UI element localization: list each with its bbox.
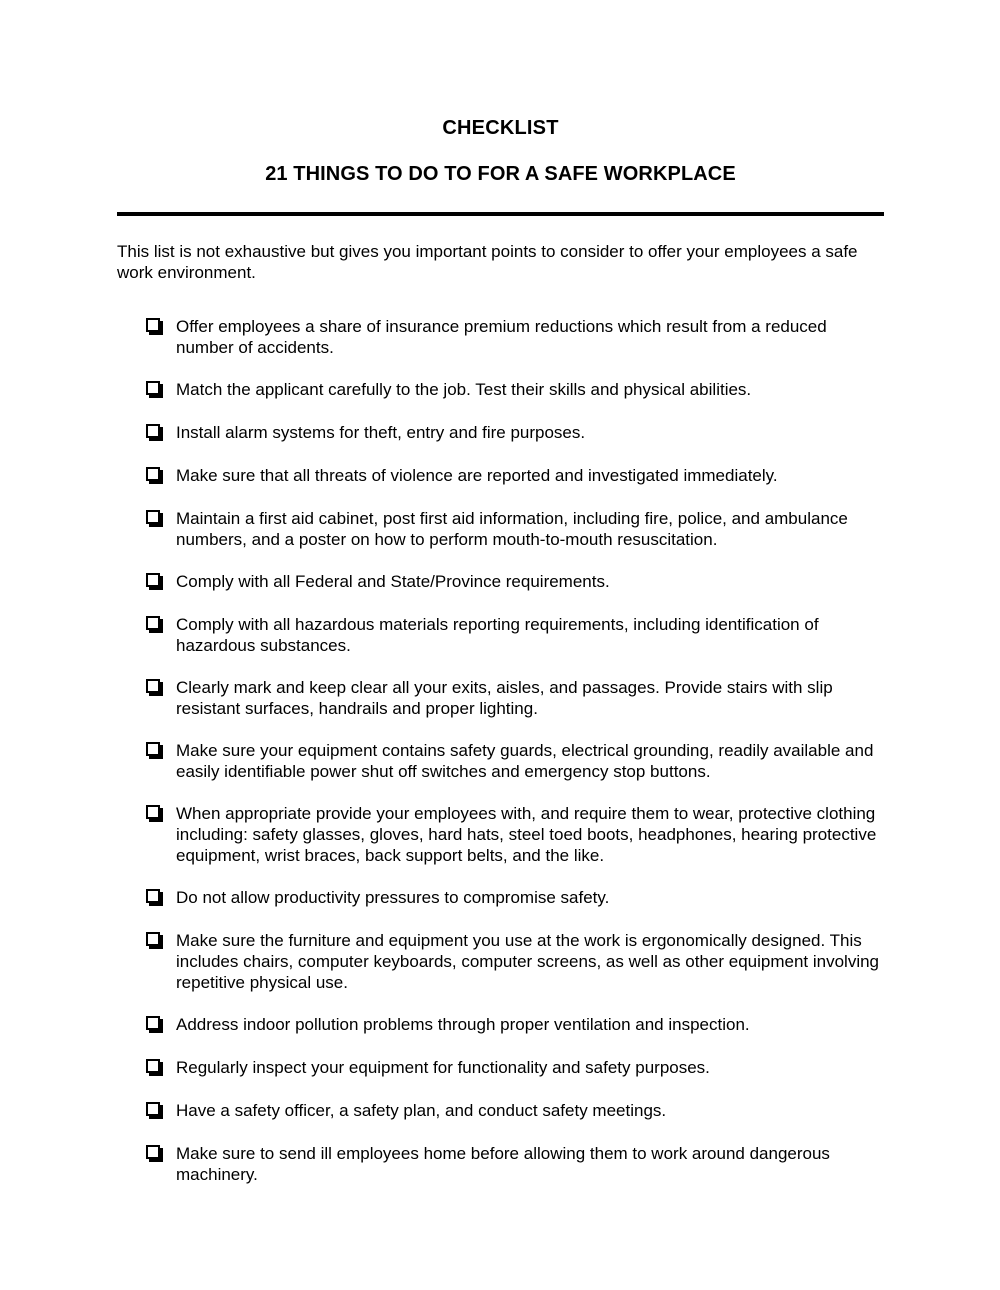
checklist-item[interactable]	[117, 740, 884, 782]
checklist-item[interactable]	[117, 465, 884, 487]
checklist-item-label: Match the applicant carefully to the job. Test their skills and physical abilities.	[176, 380, 752, 399]
checklist-item-label: Address indoor pollution problems through proper ventilation and inspection.	[176, 1015, 750, 1034]
checklist-item-label: Offer employees a share of insurance premium reductions which result from a reduced number of accidents.	[176, 317, 827, 357]
empty-checkbox-icon[interactable]	[146, 1145, 160, 1159]
checklist-item[interactable]	[117, 508, 884, 550]
empty-checkbox-icon[interactable]	[146, 805, 160, 819]
empty-checkbox-icon[interactable]	[146, 932, 160, 946]
document-content	[117, 0, 884, 1185]
empty-checkbox-icon[interactable]	[146, 1016, 160, 1030]
checklist-item-label: Comply with all Federal and State/Province requirements.	[176, 572, 610, 591]
empty-checkbox-icon[interactable]	[146, 467, 160, 481]
checklist-item[interactable]	[117, 1057, 884, 1079]
checklist-item[interactable]	[117, 887, 884, 909]
empty-checkbox-icon[interactable]	[146, 889, 160, 903]
intro-paragraph: This list is not exhaustive but gives you important points to consider to offer your employees a safe work environment.	[117, 242, 858, 282]
checklist-item-label: Maintain a first aid cabinet, post first aid information, including fire, police, and ambulance numbers, and a poster on how to perform mouth-to-mouth resuscitation.	[176, 509, 848, 549]
checklist-item-label: When appropriate provide your employees with, and require them to wear, protective clothing including: safety glasses, gloves, hard hats, steel toed boots, headphones, hearing protective equipment, wrist braces, back support belts, and the like.	[176, 804, 877, 865]
checklist-item[interactable]	[117, 1143, 884, 1185]
checklist	[117, 283, 884, 1185]
checklist-item-label: Do not allow productivity pressures to compromise safety.	[176, 888, 610, 907]
empty-checkbox-icon[interactable]	[146, 1102, 160, 1116]
page-title: CHECKLIST	[442, 117, 559, 139]
checklist-item-label: Regularly inspect your equipment for functionality and safety purposes.	[176, 1058, 710, 1077]
checklist-item[interactable]	[117, 614, 884, 656]
checklist-item-label: Clearly mark and keep clear all your exits, aisles, and passages. Provide stairs with slip resistant surfaces, handrails and proper lighting.	[176, 678, 833, 718]
checklist-item-label: Make sure to send ill employees home before allowing them to work around dangerous machinery.	[176, 1144, 830, 1184]
empty-checkbox-icon[interactable]	[146, 381, 160, 395]
checklist-item-label: Make sure that all threats of violence are reported and investigated immediately.	[176, 466, 778, 485]
page-subtitle: 21 THINGS TO DO TO FOR A SAFE WORKPLACE	[265, 163, 736, 185]
checklist-item[interactable]	[117, 422, 884, 444]
checklist-item[interactable]	[117, 1014, 884, 1036]
checklist-item[interactable]	[117, 316, 884, 358]
checklist-item-label: Install alarm systems for theft, entry and fire purposes.	[176, 423, 586, 442]
empty-checkbox-icon[interactable]	[146, 510, 160, 524]
checklist-item-label: Make sure your equipment contains safety guards, electrical grounding, readily available and easily identifiable power shut off switches and emergency stop buttons.	[176, 741, 874, 781]
empty-checkbox-icon[interactable]	[146, 573, 160, 587]
empty-checkbox-icon[interactable]	[146, 616, 160, 630]
checklist-item[interactable]	[117, 677, 884, 719]
checklist-item[interactable]	[117, 1100, 884, 1122]
checklist-item[interactable]	[117, 571, 884, 593]
empty-checkbox-icon[interactable]	[146, 1059, 160, 1073]
checklist-item[interactable]	[117, 930, 884, 993]
checklist-item[interactable]	[117, 803, 884, 866]
empty-checkbox-icon[interactable]	[146, 424, 160, 438]
empty-checkbox-icon[interactable]	[146, 742, 160, 756]
checklist-item-label: Comply with all hazardous materials reporting requirements, including identification of hazardous substances.	[176, 615, 819, 655]
checklist-item-label: Make sure the furniture and equipment you use at the work is ergonomically designed. This includes chairs, computer keyboards, computer screens, as well as other equipment involving repetitive physical use.	[176, 931, 880, 992]
empty-checkbox-icon[interactable]	[146, 679, 160, 693]
empty-checkbox-icon[interactable]	[146, 318, 160, 332]
checklist-item-label: Have a safety officer, a safety plan, and conduct safety meetings.	[176, 1101, 667, 1120]
checklist-item[interactable]	[117, 379, 884, 401]
